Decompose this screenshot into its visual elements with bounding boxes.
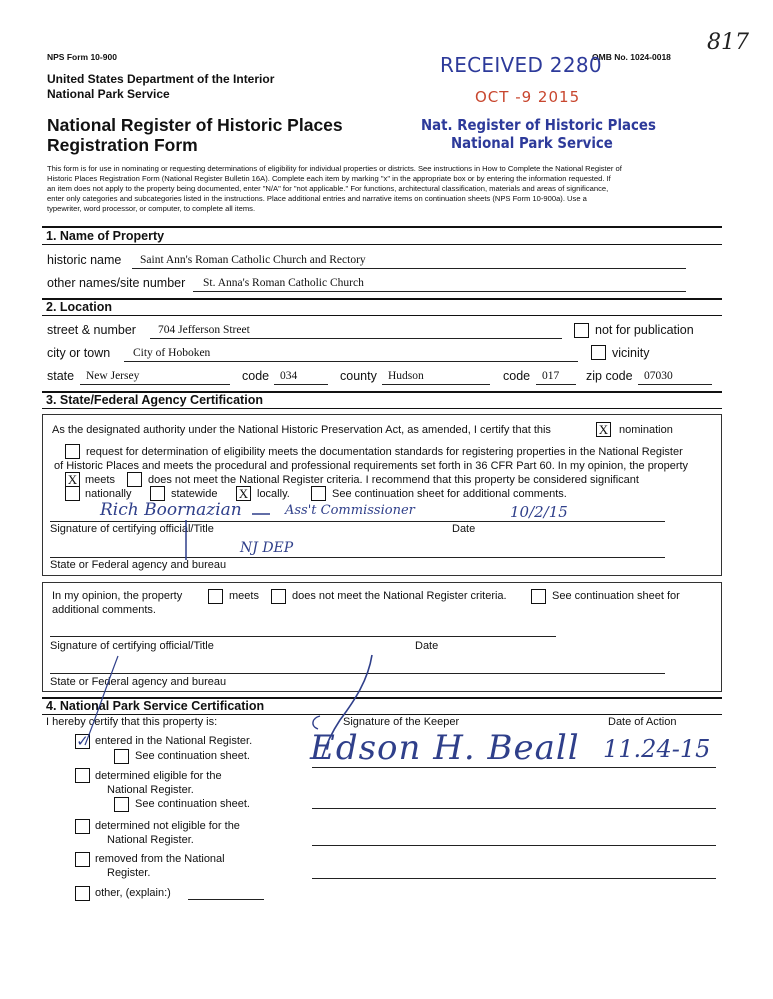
statewide-label: statewide: [171, 488, 218, 500]
meets-label: meets: [85, 474, 115, 486]
not-eligible-label-2: National Register.: [107, 834, 194, 846]
eligible-label: determined eligible for the: [95, 770, 222, 782]
stamp-line-2: National Park Service: [451, 134, 613, 152]
section-3-heading: 3. State/Federal Agency Certification: [46, 393, 263, 407]
omb-number: OMB No. 1024-0018: [592, 52, 671, 62]
request-line-1: request for determination of eligibility meets the documentation standards for registering properties in the National Register: [86, 446, 683, 458]
state-code-label: code: [242, 369, 270, 383]
zip-label: zip code: [586, 369, 633, 383]
signature-label-2: Signature of certifying official/Title: [50, 640, 214, 652]
meets-checkbox[interactable]: X: [65, 472, 80, 487]
county-label: county: [340, 369, 377, 383]
not-for-publication-label: not for publication: [595, 323, 694, 337]
section-4-heading: 4. National Park Service Certification: [46, 699, 265, 713]
stamp-line-1: Nat. Register of Historic Places: [421, 116, 656, 134]
form-number: NPS Form 10-900: [47, 52, 117, 62]
county-value[interactable]: Hudson: [388, 370, 424, 382]
nomination-checkbox[interactable]: X: [596, 422, 611, 437]
historic-name-label: historic name: [47, 253, 122, 267]
city-value[interactable]: City of Hoboken: [133, 347, 211, 359]
entered-label: entered in the National Register.: [95, 735, 253, 747]
service: National Park Service: [47, 87, 170, 101]
street-value[interactable]: 704 Jefferson Street: [158, 324, 250, 336]
locally-label: locally.: [257, 488, 290, 500]
continuation-label: See continuation sheet for additional comments.: [332, 488, 567, 500]
vicinity-label: vicinity: [612, 346, 650, 360]
historic-name-value[interactable]: Saint Ann's Roman Catholic Church and Rectory: [140, 254, 366, 266]
nps-certify-text: I hereby certify that this property is:: [46, 716, 218, 728]
county-code-value[interactable]: 017: [542, 370, 560, 382]
street-label: street & number: [47, 323, 136, 337]
opinion-text-2: additional comments.: [52, 604, 156, 616]
date-label: Date: [452, 523, 476, 535]
intro-line: typewriter, word processor, or computer, to complete all items.: [47, 204, 256, 213]
other-names-label: other names/site number: [47, 276, 186, 290]
other-names-value[interactable]: St. Anna's Roman Catholic Church: [203, 277, 364, 289]
bureau-label: State or Federal agency and bureau: [50, 559, 227, 571]
keeper-signature: Edson H. Beall: [310, 728, 580, 768]
opinion-not-meet-label: does not meet the National Register criteria.: [292, 590, 507, 602]
certifying-date: 10/2/15: [510, 503, 568, 521]
certifying-signature: Rich Boornazian: [100, 500, 242, 520]
section-2-heading: 2. Location: [46, 300, 112, 314]
locally-checkbox[interactable]: X: [236, 486, 251, 501]
intro-line: This form is for use in nominating or requesting determinations of eligibility for individual properties or districts. See instructions in How to Complete the National Register of: [47, 164, 622, 173]
entered-checkbox[interactable]: ✓: [76, 732, 89, 750]
department: United States Department of the Interior: [47, 72, 275, 86]
request-line-2: of Historic Places and meets the procedural and professional requirements set forth in 36 CFR Part 60. In my opinion, the property: [54, 460, 689, 472]
bureau-handwritten: NJ DEP: [240, 540, 294, 556]
does-not-meet-label: does not meet the National Register criteria. I recommend that this property be considered significant: [148, 474, 639, 486]
stamp-date: OCT -9 2015: [475, 88, 581, 106]
intro-line: Historic Places Registration Form (National Register Bulletin 16A). Complete each item by marking "x" in the appropriate box or by entering the information requested. If: [47, 174, 611, 183]
certify-text: As the designated authority under the National Historic Preservation Act, as amended, I certify that this: [52, 424, 551, 436]
removed-label: removed from the National: [95, 853, 225, 865]
title-line-1: National Register of Historic Places: [47, 115, 343, 135]
intro-line: enter only categories and subcategories listed in the instructions. Place additional entries and narrative items on continuation sheets (NPS Form 10-900a). Use a: [47, 194, 587, 203]
zip-value[interactable]: 07030: [644, 370, 673, 382]
state-value[interactable]: New Jersey: [86, 370, 140, 382]
bureau-label-2: State or Federal agency and bureau: [50, 676, 227, 688]
eligible-label-2: National Register.: [107, 784, 194, 796]
nationally-label: nationally: [85, 488, 132, 500]
opinion-text: In my opinion, the property: [52, 590, 183, 602]
title-line-2: Registration Form: [47, 135, 198, 155]
opinion-continuation-label: See continuation sheet for: [552, 590, 680, 602]
date-label-2: Date: [415, 640, 439, 652]
opinion-meets-label: meets: [229, 590, 259, 602]
action-date: 11.24-15: [603, 735, 711, 763]
intro-line: an item does not apply to the property being documented, enter "N/A" for "not applicable." For functions, architectural classification, materials and areas of significance,: [47, 184, 609, 193]
city-label: city or town: [47, 346, 111, 360]
not-eligible-label: determined not eligible for the: [95, 820, 240, 832]
county-code-label: code: [503, 369, 531, 383]
nomination-label: nomination: [619, 424, 673, 436]
state-label: state: [47, 369, 75, 383]
signature-label: Signature of certifying official/Title: [50, 523, 214, 535]
state-code-value[interactable]: 034: [280, 370, 298, 382]
received-stamp: RECEIVED 2280: [440, 53, 602, 77]
keeper-label: Signature of the Keeper: [343, 716, 460, 728]
page-number: 817: [707, 30, 749, 55]
entered-continuation-label: See continuation sheet.: [135, 750, 250, 762]
certifying-title: Ass't Commissioner: [285, 503, 415, 518]
other-label: other, (explain:): [95, 887, 171, 899]
section-1-heading: 1. Name of Property: [46, 229, 165, 243]
eligible-continuation-label: See continuation sheet.: [135, 798, 250, 810]
removed-label-2: Register.: [107, 867, 151, 879]
date-of-action-label: Date of Action: [608, 716, 677, 728]
